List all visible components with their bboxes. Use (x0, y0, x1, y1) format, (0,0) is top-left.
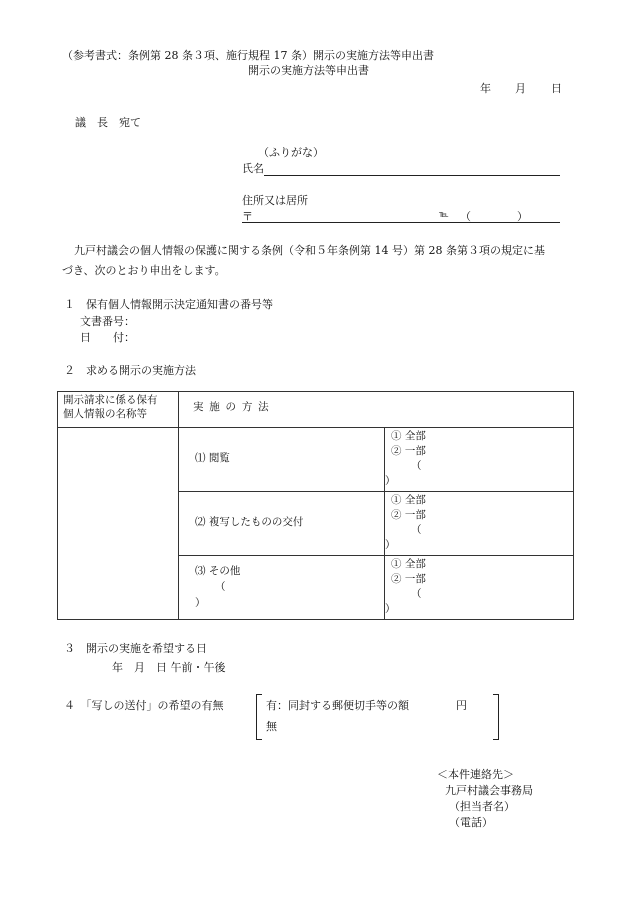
date-day-label: 日 (551, 82, 562, 95)
paren-close: ） (385, 603, 396, 615)
bracket-right (493, 694, 499, 740)
document-number-label: 文書番号： (80, 315, 135, 328)
preferred-datetime: 年 月 日 午前・午後 (112, 661, 226, 674)
postal-mark: 〒 (242, 210, 253, 223)
section-4-heading: ４ 「写しの送付」の希望の有無 (64, 699, 224, 712)
furigana-label: （ふりがな） (258, 146, 324, 159)
addressee: 議 長 宛て (75, 116, 141, 129)
name-field[interactable] (264, 175, 560, 176)
method-table (57, 391, 574, 620)
address-field[interactable] (242, 222, 560, 223)
contact-office: 九戸村議会事務局 (445, 784, 533, 797)
option-all[interactable]: ① 全部 (391, 494, 426, 506)
date-month-label: 月 (515, 82, 526, 95)
intro-line-1: 九戸村議会の個人情報の保護に関する条例（令和５年条例第 14 号）第 28 条第３項の規定に基 (74, 244, 545, 257)
name-label: 氏名 (242, 162, 264, 175)
bracket-left (256, 694, 262, 740)
option-all[interactable]: ① 全部 (391, 430, 426, 442)
options-row-copy (385, 492, 574, 556)
contact-person: （担当者名） (449, 800, 515, 813)
tel-paren-close: ） (517, 210, 528, 223)
option-partial[interactable]: ② 一部 (391, 573, 426, 585)
tel-paren-open: （ (460, 210, 471, 223)
yen-label: 円 (456, 699, 467, 712)
paren-open: （ (411, 524, 422, 536)
method-row-viewing (179, 428, 385, 492)
address-label: 住所又は居所 (242, 194, 308, 207)
info-name-header-line-2: 個人情報の名称等 (63, 407, 147, 420)
options-row-viewing (385, 428, 574, 492)
method-other-block (195, 564, 240, 611)
notice-date-label: 日 付： (80, 331, 135, 344)
mail-yes-option[interactable]: 有：同封する郵便切手等の額 (266, 699, 409, 712)
date-year-label: 年 (480, 82, 491, 95)
info-name-header-line-1: 開示請求に係る保有 (63, 394, 158, 406)
mail-no-option[interactable]: 無 (266, 720, 277, 733)
method-other-paren-open: （ (215, 580, 226, 593)
document-title: 開示の実施方法等申出書 (248, 64, 369, 77)
options-row-other (385, 556, 574, 620)
paren-open: （ (411, 460, 422, 472)
tel-label: ℡ (439, 210, 449, 220)
method-other-paren-close: ） (195, 596, 206, 609)
option-all[interactable]: ① 全部 (391, 558, 426, 570)
contact-phone: （電話） (449, 816, 493, 829)
contact-title: ＜本件連絡先＞ (437, 768, 514, 781)
option-partial[interactable]: ② 一部 (391, 509, 426, 521)
info-name-input-cell[interactable] (58, 428, 179, 620)
section-2-heading: ２ 求める開示の実施方法 (64, 364, 196, 377)
info-name-header (58, 392, 179, 428)
method-row-copy (179, 492, 385, 556)
intro-line-2: づき、次のとおり申出をします。 (62, 264, 226, 277)
method-other-label: ⑶ その他 (195, 565, 241, 577)
section-1-heading: １ 保有個人情報開示決定通知書の番号等 (64, 298, 273, 311)
paren-close: ） (385, 539, 396, 551)
paren-open: （ (411, 588, 422, 600)
paren-close: ） (385, 475, 396, 487)
method-copy-label: ⑵ 複写したものの交付 (195, 516, 304, 528)
method-viewing-label: ⑴ 閲覧 (195, 452, 230, 464)
section-3-heading: ３ 開示の実施を希望する日 (64, 642, 207, 655)
option-partial[interactable]: ② 一部 (391, 445, 426, 457)
method-row-other (179, 556, 385, 620)
reference-line: （参考書式：条例第 28 条３項、施行規程 17 条）開示の実施方法等申出書 (62, 49, 434, 62)
method-header: 実施の方法 (179, 392, 574, 428)
